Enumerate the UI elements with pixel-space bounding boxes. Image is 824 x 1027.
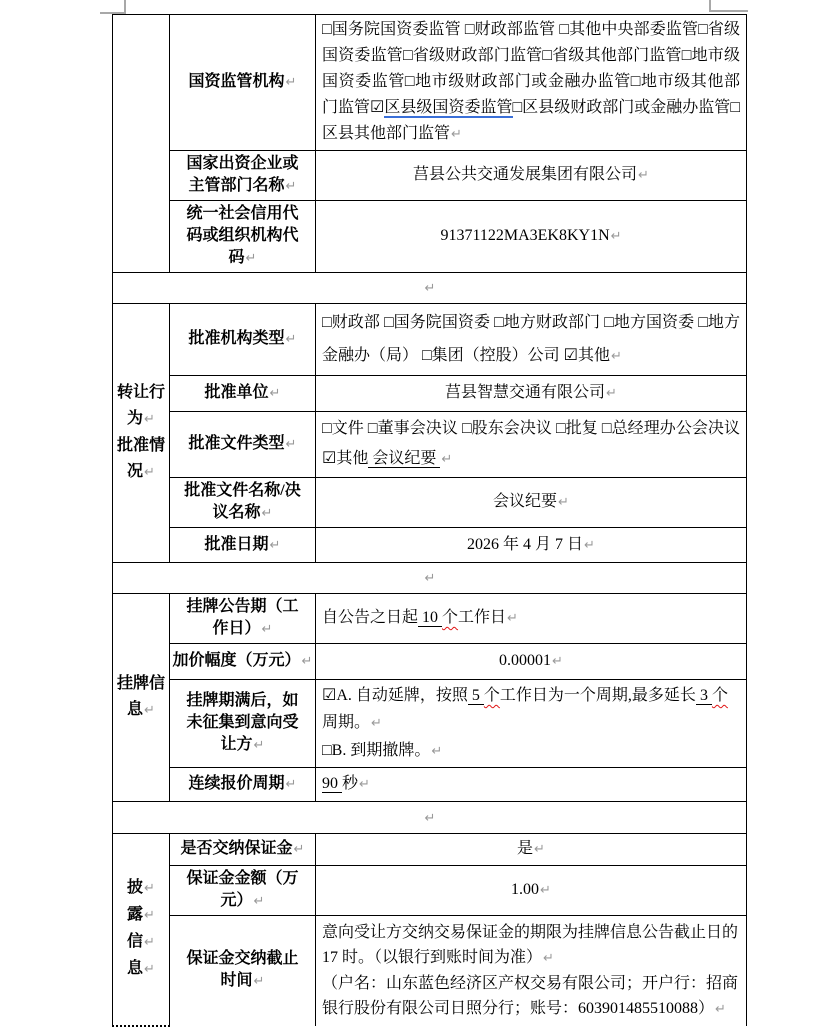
- label-credit-code: [170, 201, 316, 273]
- pilcrow-mark: ↵: [285, 75, 297, 90]
- text-run: （户名：山东蓝色经济区产权交易有限公司；开户行：招商银行股份有限公司日照分行；账号：603901485510088）: [322, 974, 739, 1017]
- table-row: [113, 680, 747, 768]
- text-run: 91371122MA3EK8KY1N: [440, 227, 610, 244]
- underlined-fill-in: 5: [467, 687, 484, 704]
- category-approval-info: [113, 304, 170, 563]
- table-row: [113, 834, 747, 866]
- value-approval-agency-type: [316, 304, 747, 376]
- value-approval-document-name: [316, 478, 747, 528]
- text-run: 挂牌公告期（工作日）: [186, 598, 299, 637]
- pilcrow-mark: ↵: [359, 777, 370, 792]
- label-deposit-required: [170, 834, 316, 866]
- value-credit-code: [316, 201, 747, 273]
- table-row: [113, 528, 747, 563]
- text-run: 国资监管机构: [188, 73, 285, 90]
- label-approval-agency-type: [170, 304, 316, 376]
- text-run: □B. 到期撤牌。: [322, 742, 431, 759]
- category-supervision-info: [113, 15, 170, 273]
- text-run: 息: [127, 960, 144, 978]
- text-run: 1.00: [511, 881, 540, 898]
- gap-row: [113, 802, 747, 834]
- text-run: 加价幅度（万元）: [172, 652, 301, 669]
- table-row: [113, 866, 747, 916]
- text-run: □财政部 □国务院国资委 □地方财政部门 □地方国资委 □地方金融办（局） □集团（控股）公司 ☑其他: [322, 314, 740, 364]
- text-boundary-corner-left: [100, 0, 126, 14]
- label-price-increment: [170, 644, 316, 680]
- label-after-listing-expiry: [170, 680, 316, 768]
- value-approval-document-type: [316, 412, 747, 478]
- underlined-fill-in: 会议纪要: [368, 450, 441, 467]
- pilcrow-mark: ↵: [424, 810, 436, 826]
- pilcrow-mark: ↵: [253, 738, 265, 753]
- text-run: □国务院国资委监管 □财政部监管 □其他中央部委监管□省级国资委监管□省级财政部门监管□省级其他部门监管□地市级国资委监管□地市级财政部门或金融办监管□地市级其他部门监管☑: [322, 21, 740, 116]
- value-supervision-agency: [316, 15, 747, 151]
- text-run: 保证金交纳截止时间: [186, 950, 299, 990]
- table-row: [113, 644, 747, 680]
- pilcrow-mark: ↵: [558, 495, 569, 510]
- category-listing-info: [113, 594, 170, 802]
- table-row: [113, 478, 747, 528]
- text-run: 批准机构类型: [188, 330, 285, 347]
- table-row: [113, 376, 747, 412]
- spellcheck-flagged-text: 个: [711, 687, 728, 704]
- value-continuous-quote-cycle: [316, 768, 747, 802]
- value-approval-unit: [316, 376, 747, 412]
- category-disclosure-info: [113, 834, 170, 1026]
- value-funding-enterprise-name: [316, 151, 747, 201]
- pilcrow-mark: ↵: [144, 935, 155, 951]
- pilcrow-mark: ↵: [301, 654, 313, 669]
- spellcheck-flagged-text: 个: [483, 687, 500, 704]
- gap-cell: [113, 273, 747, 304]
- pilcrow-mark: ↵: [424, 571, 436, 586]
- text-run: 工作日为一个周期,最多延长: [499, 687, 696, 704]
- registration-form-table: [112, 14, 747, 1027]
- underlined-fill-in: 90: [322, 775, 342, 792]
- text-boundary-corner-right: [709, 0, 748, 12]
- pilcrow-mark: ↵: [144, 962, 155, 978]
- value-listing-announcement-period: [316, 594, 747, 644]
- pilcrow-mark: ↵: [638, 168, 649, 183]
- table-row: [113, 304, 747, 376]
- text-run: 露: [127, 906, 144, 924]
- pilcrow-mark: ↵: [285, 777, 297, 792]
- value-deposit-deadline: [316, 916, 747, 1026]
- grammar-underlined-text: 区县级国资委监管: [384, 99, 513, 116]
- pilcrow-mark: ↵: [552, 654, 563, 669]
- pilcrow-mark: ↵: [606, 386, 617, 401]
- gap-cell: [113, 802, 747, 834]
- table-row: [113, 916, 747, 1026]
- label-approval-date: [170, 528, 316, 563]
- pilcrow-mark: ↵: [293, 842, 305, 857]
- label-continuous-quote-cycle: [170, 768, 316, 802]
- spellcheck-flagged-text: 个: [442, 609, 459, 626]
- label-funding-enterprise-name: [170, 151, 316, 201]
- label-listing-announcement-period: [170, 594, 316, 644]
- value-approval-date: [316, 528, 747, 563]
- pilcrow-mark: ↵: [285, 332, 297, 347]
- pilcrow-mark: ↵: [269, 537, 281, 553]
- pilcrow-mark: ↵: [543, 950, 554, 966]
- pilcrow-mark: ↵: [441, 452, 453, 467]
- text-run: ☑A. 自动延牌，按照: [322, 687, 468, 704]
- pilcrow-mark: ↵: [144, 908, 155, 924]
- table-row: [113, 151, 747, 201]
- text-run: 莒县智慧交通有限公司: [445, 384, 606, 401]
- pilcrow-mark: ↵: [285, 179, 297, 194]
- label-approval-document-type: [170, 412, 316, 478]
- text-run: 是: [517, 840, 534, 857]
- text-run: 莒县公共交通发展集团有限公司: [413, 166, 638, 183]
- pilcrow-mark: ↵: [144, 465, 155, 480]
- table-row: [113, 201, 747, 273]
- text-run: 披: [127, 879, 144, 897]
- text-run: 批准文件名称/决议名称: [184, 482, 301, 521]
- pilcrow-mark: ↵: [253, 974, 265, 990]
- label-deposit-amount: [170, 866, 316, 916]
- underlined-fill-in: 3: [695, 687, 712, 704]
- text-run: 连续报价周期: [188, 775, 285, 792]
- label-approval-document-name: [170, 478, 316, 528]
- text-run: 自公告之日起: [322, 609, 419, 626]
- text-run: 批准日期: [204, 535, 269, 553]
- text-run: 挂牌期满后，如未征集到意向受让方: [186, 692, 299, 753]
- text-run: 批准单位: [204, 384, 269, 401]
- label-approval-unit: [170, 376, 316, 412]
- pilcrow-mark: ↵: [261, 622, 273, 637]
- table-row: [113, 594, 747, 644]
- label-supervision-agency: [170, 15, 316, 151]
- text-run: □文件 □董事会决议 □股东会决议 □批复 □总经理办公会决议 ☑其他: [322, 420, 740, 467]
- text-run: 转让行为: [117, 384, 166, 427]
- pilcrow-mark: ↵: [144, 703, 155, 718]
- gap-cell: [113, 563, 747, 594]
- text-run: 0.00001: [499, 652, 552, 669]
- text-run: 意向受让方交纳交易保证金的期限为挂牌信息公告截止日的 17 时。（以银行到账时间为准）: [322, 923, 739, 966]
- pilcrow-mark: ↵: [584, 537, 595, 553]
- pilcrow-mark: ↵: [431, 744, 443, 759]
- value-price-increment: [316, 644, 747, 680]
- text-run: 是否交纳保证金: [180, 840, 293, 857]
- pilcrow-mark: ↵: [611, 349, 622, 364]
- text-run: 2026 年 4 月 7 日: [467, 535, 584, 553]
- pilcrow-mark: ↵: [507, 611, 518, 626]
- text-run: 周期。: [322, 714, 371, 731]
- gap-row: [113, 563, 747, 594]
- pilcrow-mark: ↵: [451, 127, 462, 142]
- pilcrow-mark: ↵: [540, 883, 551, 898]
- label-deposit-deadline: [170, 916, 316, 1026]
- pilcrow-mark: ↵: [715, 1001, 726, 1017]
- value-deposit-amount: [316, 866, 747, 916]
- pilcrow-mark: ↵: [424, 281, 436, 296]
- text-run: 信: [127, 933, 144, 951]
- text-run: 批准文件类型: [188, 435, 285, 452]
- pilcrow-mark: ↵: [253, 894, 265, 909]
- pilcrow-mark: ↵: [285, 437, 297, 452]
- text-run: 统一社会信用代码或组织机构代码: [186, 205, 299, 266]
- text-run: 会议纪要: [493, 493, 558, 510]
- table-row: [113, 768, 747, 802]
- pilcrow-mark: ↵: [144, 881, 155, 897]
- value-deposit-required: [316, 834, 747, 866]
- text-run: □区县级财政部门或金融办监管□区县其他部门监管: [322, 99, 740, 142]
- text-run: 保证金金额（万元）: [186, 870, 299, 909]
- text-run: 批准情况: [117, 437, 166, 480]
- pilcrow-mark: ↵: [610, 229, 622, 244]
- pilcrow-mark: ↵: [261, 506, 273, 521]
- text-run: 国家出资企业或主管部门名称: [186, 155, 299, 194]
- gap-row: [113, 273, 747, 304]
- text-run: 工作日: [458, 609, 507, 626]
- pilcrow-mark: ↵: [371, 716, 382, 731]
- table-row: [113, 15, 747, 151]
- form-table-body: [113, 15, 747, 1026]
- underlined-fill-in: 10: [418, 609, 443, 626]
- value-after-listing-expiry: [316, 680, 747, 768]
- pilcrow-mark: ↵: [269, 386, 281, 401]
- text-run: 挂牌信息: [117, 675, 166, 718]
- pilcrow-mark: ↵: [144, 412, 155, 427]
- text-run: 秒: [342, 775, 359, 792]
- pilcrow-mark: ↵: [245, 251, 257, 266]
- pilcrow-mark: ↵: [534, 842, 545, 857]
- table-row: [113, 412, 747, 478]
